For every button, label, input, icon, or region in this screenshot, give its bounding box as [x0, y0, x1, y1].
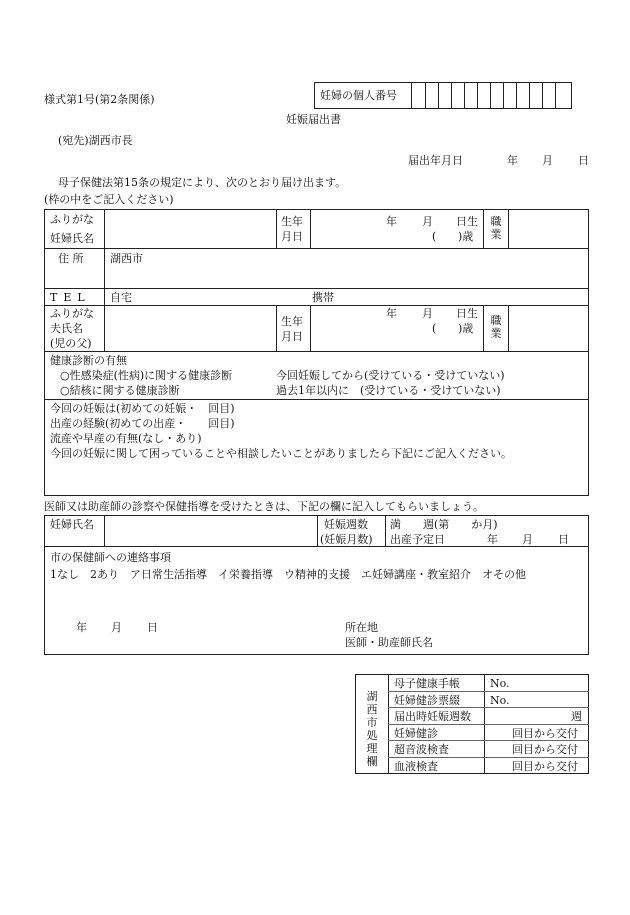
tel-home-label[interactable]: 自宅 [110, 291, 132, 304]
age-close: )歳 [458, 230, 474, 243]
pregnancy-count[interactable]: 今回の妊娠は(初めての妊娠・ 回目) [50, 402, 235, 415]
birth-month-label: 月 [422, 215, 433, 228]
personal-number-digit-2[interactable] [438, 82, 439, 109]
pregnant-name-field[interactable] [106, 211, 274, 246]
city-row-value-5[interactable]: 回目から交付 [512, 743, 578, 756]
tel-label: TEL [50, 291, 91, 304]
city-row-label-3: 届出時妊娠週数 [394, 710, 471, 723]
husband-birth-year: 年 [386, 307, 397, 320]
date-month[interactable]: 月 [542, 154, 553, 167]
concerns-field[interactable] [46, 462, 587, 494]
pregnant-name-label: 妊婦氏名 [50, 232, 94, 245]
due-date-month[interactable]: 月 [522, 533, 533, 546]
address-value[interactable]: 湖西市 [110, 252, 143, 265]
husband-furigana-label: ふりがな [50, 307, 94, 320]
health-std-status[interactable]: 今回妊娠してから(受けている・受けていない) [276, 369, 505, 382]
personal-number-digit-5[interactable] [477, 82, 478, 109]
husband-name-field[interactable] [106, 307, 274, 349]
due-date-label: 出産予定日 [390, 533, 445, 546]
personal-number-digit-11[interactable] [555, 82, 556, 109]
pregnancy-months-label: (妊娠月数) [320, 533, 373, 546]
doctor-pregnant-name-label: 妊婦氏名 [50, 518, 94, 531]
personal-number-digit-9[interactable] [529, 82, 530, 109]
birth-year-label: 年 [386, 215, 397, 228]
address-label: 住 所 [58, 252, 84, 265]
personal-number-digit-8[interactable] [516, 82, 517, 109]
city-row-value-4[interactable]: 回目から交付 [512, 727, 578, 740]
signature-month[interactable]: 月 [111, 621, 122, 634]
husband-birth-day: 日生 [456, 307, 478, 320]
age-open: ( [432, 230, 437, 243]
personal-number-digit-1[interactable] [425, 82, 426, 109]
liaison-options[interactable]: 1なし 2あり ア日常生活指導 イ栄養指導 ウ精神的支援 エ妊婦講座・教室紹介 オその他 [50, 568, 526, 581]
document-title: 妊娠届出書 [286, 113, 341, 126]
city-processing-label: 湖西市処理欄 [366, 690, 378, 768]
due-date-year[interactable]: 年 [487, 533, 498, 546]
health-check-title: 健康診断の有無 [50, 354, 127, 367]
tel-mobile-label[interactable]: 携帯 [312, 291, 334, 304]
occupation-label: 職業 [490, 215, 502, 241]
husband-birth-label-2: 月日 [281, 330, 303, 343]
birth-day-label: 日生 [456, 215, 478, 228]
liaison-title: 市の保健師への連絡事項 [50, 551, 171, 564]
pregnancy-weeks-label: 妊娠週数 [324, 518, 368, 531]
personal-number-digit-6[interactable] [490, 82, 491, 109]
intro-text: 母子保健法第15条の規定により、次のとおり届け出ます。 [58, 176, 347, 189]
husband-birth-label-1: 生年 [281, 315, 303, 328]
city-row-value-6[interactable]: 回目から交付 [512, 760, 578, 773]
personal-number-digit-4[interactable] [464, 82, 465, 109]
pregnancy-weeks-value[interactable]: 満 週(第 か月) [390, 518, 498, 531]
doctor-pregnant-name-field[interactable] [106, 517, 315, 544]
birth-date-label-2: 月日 [281, 230, 303, 243]
date-label: 届出年月日 [408, 154, 463, 167]
miscarriage-history[interactable]: 流産や早産の有無(なし・あり) [50, 432, 202, 445]
form-number: 様式第1号(第2条関係) [44, 93, 155, 106]
city-row-label-5: 超音波検査 [394, 743, 449, 756]
health-tb-status[interactable]: 過去1年以内に (受けている・受けていない) [276, 384, 501, 397]
city-row-label-1: 母子健康手帳 [394, 677, 460, 690]
city-row-value-3[interactable]: 週 [571, 710, 582, 723]
health-std-item: ○性感染症(性病)に関する健康診断 [60, 369, 233, 382]
pregnant-furigana-label: ふりがな [50, 213, 94, 226]
birth-date-label-1: 生年 [281, 215, 303, 228]
doctor-instruction: 医師又は助産師の診察や保健指導を受けたときは、下記の欄に記入してもらいましょう。 [44, 500, 484, 513]
city-row-label-2: 妊婦健診票綴 [394, 694, 460, 707]
personal-number-digit-3[interactable] [451, 82, 452, 109]
husband-age-close: )歳 [458, 322, 474, 335]
birth-experience[interactable]: 出産の経験(初めての出産・ 回目) [50, 417, 235, 430]
husband-name-note: (児の父) [50, 337, 92, 350]
city-row-label-6: 血液検査 [394, 760, 438, 773]
clinic-location-label: 所在地 [345, 621, 378, 634]
husband-name-label: 夫氏名 [50, 322, 83, 335]
due-date-day[interactable]: 日 [558, 533, 569, 546]
personal-number-digit-7[interactable] [503, 82, 504, 109]
personal-number-label: 妊婦の個人番号 [320, 89, 397, 102]
city-row-value-2[interactable]: No. [490, 694, 510, 707]
date-year[interactable]: 年 [507, 154, 518, 167]
personal-number-digit-10[interactable] [542, 82, 543, 109]
date-day[interactable]: 日 [578, 154, 589, 167]
signature-year[interactable]: 年 [76, 621, 87, 634]
husband-birth-month: 月 [422, 307, 433, 320]
occupation-field[interactable] [510, 211, 587, 246]
husband-occupation-label: 職業 [490, 314, 502, 340]
addressee: (宛先)湖西市長 [58, 134, 133, 147]
health-tb-item: ○結核に関する健康診断 [60, 384, 180, 397]
city-row-value-1[interactable]: No. [490, 677, 510, 690]
husband-age-open: ( [432, 322, 437, 335]
concerns-prompt: 今回の妊娠に関して困っていることや相談したいことがありましたら下記にご記入ください。 [50, 447, 512, 460]
fill-note: (枠の中をご記入ください) [44, 193, 174, 206]
city-row-label-4: 妊婦健診 [394, 727, 438, 740]
signature-day[interactable]: 日 [147, 621, 158, 634]
doctor-name-label: 医師・助産師氏名 [345, 636, 433, 649]
